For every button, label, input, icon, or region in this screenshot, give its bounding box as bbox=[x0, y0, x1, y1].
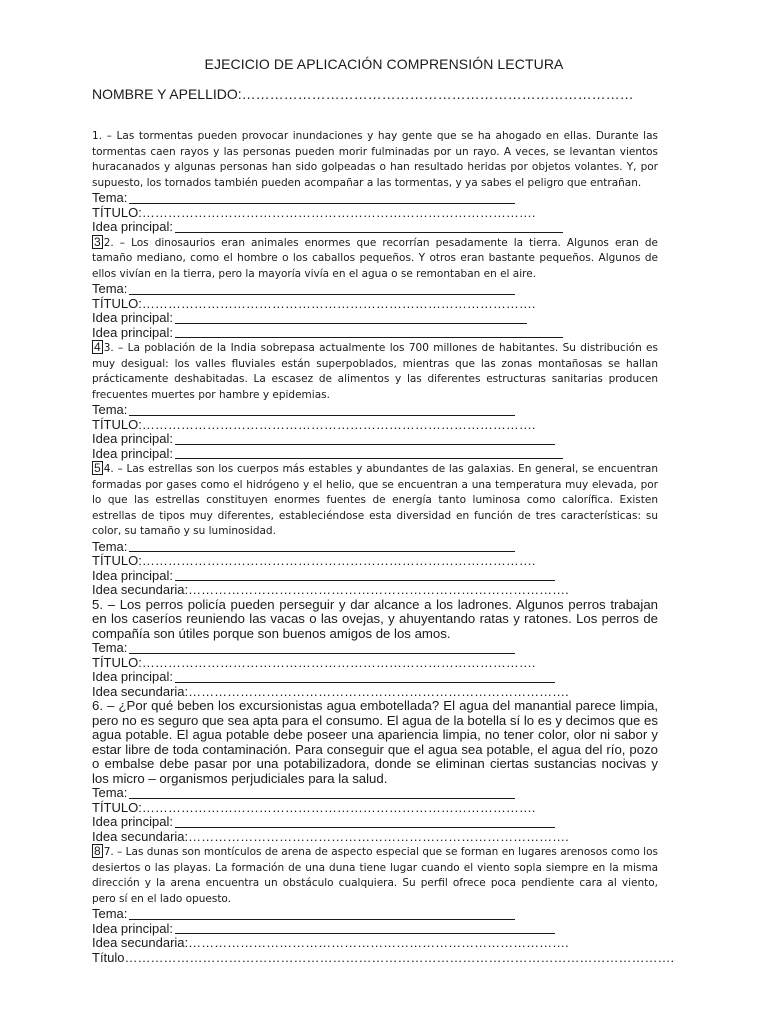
exercise-4-text: 5 4. – Las estrellas son los cuerpos más estables y abundantes de las galaxias. En general, se encuentran formadas por gases como el hidrógeno y el helio, que se encuentran a una temperatura muy elevada, por lo que las estrellas constituyen enormes fuentes de energía tanto luminosa como calorífica. Existen estrellas de tipos muy diferentes, estableciéndose esta diversidad en función de tres características: su color, su tamaño y su luminosidad. bbox=[92, 461, 658, 537]
exercise-box-number: 5 bbox=[94, 461, 101, 475]
idea-secundaria-field[interactable]: Idea secundaria: ……………………………………………………………………………. bbox=[92, 683, 569, 699]
idea-principal-field[interactable]: Idea principal: bbox=[92, 432, 658, 447]
idea-principal-field[interactable]: Idea principal: bbox=[92, 569, 658, 584]
name-field[interactable]: NOMBRE Y APELLIDO:………………………………………………………………………… bbox=[92, 86, 634, 102]
exercise-6-text: 6. – ¿Por qué beben los excursionistas agua embotellada? El agua del manantial parece limpia, pero no es seguro que sea apta para el consumo. El agua de la botella sí lo es y decimos que es agua potable. El agua potable debe poseer una apariencia limpia, no tener color, olor ni sabor y estar libre de toda contaminación. Para conseguir que el agua sea potable, el agua del río, pozo o embalse debe pasar por una potabilizadora, donde se eliminan ciertas sustancias nocivas y los micro – organismos perjudiciales para la salud. bbox=[92, 698, 658, 786]
exercise-7-text: 8 7. – Las dunas son montículos de arena de aspecto especial que se forman en lugares arenosos como los desiertos o las playas. La formación de una duna tiene lugar cuando el viento sopla siempre en la misma dirección y la arena encuentra un obstáculo cualquiera. Su perfil ofrece poca pendiente cara al viento, pero sí en el lado opuesto. bbox=[92, 844, 658, 905]
tema-field[interactable]: Tema: bbox=[92, 403, 658, 418]
idea-principal-field[interactable]: Idea principal: bbox=[92, 815, 658, 830]
titulo-field[interactable]: TÍTULO: ………………………………………………………………………………. bbox=[92, 553, 536, 568]
tema-field[interactable]: Tema: bbox=[92, 540, 658, 555]
tema-field[interactable]: Tema: bbox=[92, 282, 658, 297]
tema-field[interactable]: Tema: bbox=[92, 191, 658, 206]
exercise-3-text: 4 3. – La población de la India sobrepasa actualmente los 700 millones de habitantes. Su distribución es muy desigual: los valles fluviales están superpoblados, mientras que las zonas montañosas se hallan prácticamente deshabitadas. La escasez de alimentos y las diferentes estructuras sanitarias producen frecuentes muertes por hambre y epidemias. bbox=[92, 340, 658, 401]
tema-field[interactable]: Tema: bbox=[92, 641, 658, 656]
exercise-2-text: 3 2. – Los dinosaurios eran animales enormes que recorrían pesadamente la tierra. Algunos eran de tamaño mediano, como el hombre o los caballos pequeños. Y otros eran bastante pequeños. Algunos de ellos vivían en la tierra, pero la mayoría vivía en el agua o se remontaban en el aire. bbox=[92, 234, 658, 280]
exercise-list bbox=[92, 129, 675, 965]
idea-secundaria-field[interactable]: Idea secundaria: ……………………………………………………………………………. bbox=[92, 582, 569, 597]
idea-principal-field[interactable]: Idea principal: bbox=[92, 220, 658, 235]
page-title: EJECICIO DE APLICACIÓN COMPRENSIÓN LECTURA bbox=[204, 56, 564, 72]
titulo-field[interactable]: TÍTULO: ………………………………………………………………………………. bbox=[92, 204, 536, 220]
idea-principal-field[interactable]: Idea principal: bbox=[92, 326, 658, 341]
idea-secundaria-field[interactable]: Idea secundaria: ……………………………………………………………………………. bbox=[92, 828, 569, 844]
titulo-field[interactable]: TÍTULO: ………………………………………………………………………………. bbox=[92, 654, 536, 670]
exercise-box-number: 8 bbox=[94, 844, 101, 858]
titulo-field[interactable]: TÍTULO: ………………………………………………………………………………. bbox=[92, 799, 536, 815]
idea-principal-field[interactable]: Idea principal: bbox=[92, 311, 658, 326]
exercise-box-number: 3 bbox=[94, 234, 101, 249]
exercise-1-text: 1. – Las tormentas pueden provocar inundaciones y hay gente que se ha ahogado en ellas. Durante las tormentas caen rayos y las personas pueden morir fulminadas por un rayo. A veces, se levantan vientos huracanados y algunas personas han sido golpeadas o han resultado heridas por objetos volantes. Y, por supuesto, los tornados también pueden acompañar a las tormentas, y ya sabes el peligro que entrañan. bbox=[92, 130, 658, 189]
titulo-field[interactable]: TÍTULO: ………………………………………………………………………………. bbox=[92, 416, 536, 432]
idea-principal-field[interactable]: Idea principal: bbox=[92, 922, 658, 937]
exercise-box-number: 4 bbox=[94, 340, 101, 354]
idea-secundaria-field[interactable]: Idea secundaria: ……………………………………………………………………………. bbox=[92, 935, 569, 950]
exercise-5-text: 5. – Los perros policía pueden perseguir y dar alcance a los ladrones. Algunos perros trabajan en los caseríos reuniendo las vacas o las ovejas, y ahuyentando ratas y ratones. Los perros de compañía son útiles porque son buenos amigos de los amos. bbox=[92, 596, 658, 641]
idea-principal-field[interactable]: Idea principal: bbox=[92, 447, 658, 462]
tema-field[interactable]: Tema: bbox=[92, 907, 658, 922]
tema-field[interactable]: Tema: bbox=[92, 786, 658, 801]
titulo-final-field[interactable]: Título ………………………………………………………………………………………………………………. bbox=[92, 949, 675, 965]
titulo-field[interactable]: TÍTULO: ………………………………………………………………………………. bbox=[92, 295, 536, 311]
idea-principal-field[interactable]: Idea principal: bbox=[92, 670, 658, 685]
